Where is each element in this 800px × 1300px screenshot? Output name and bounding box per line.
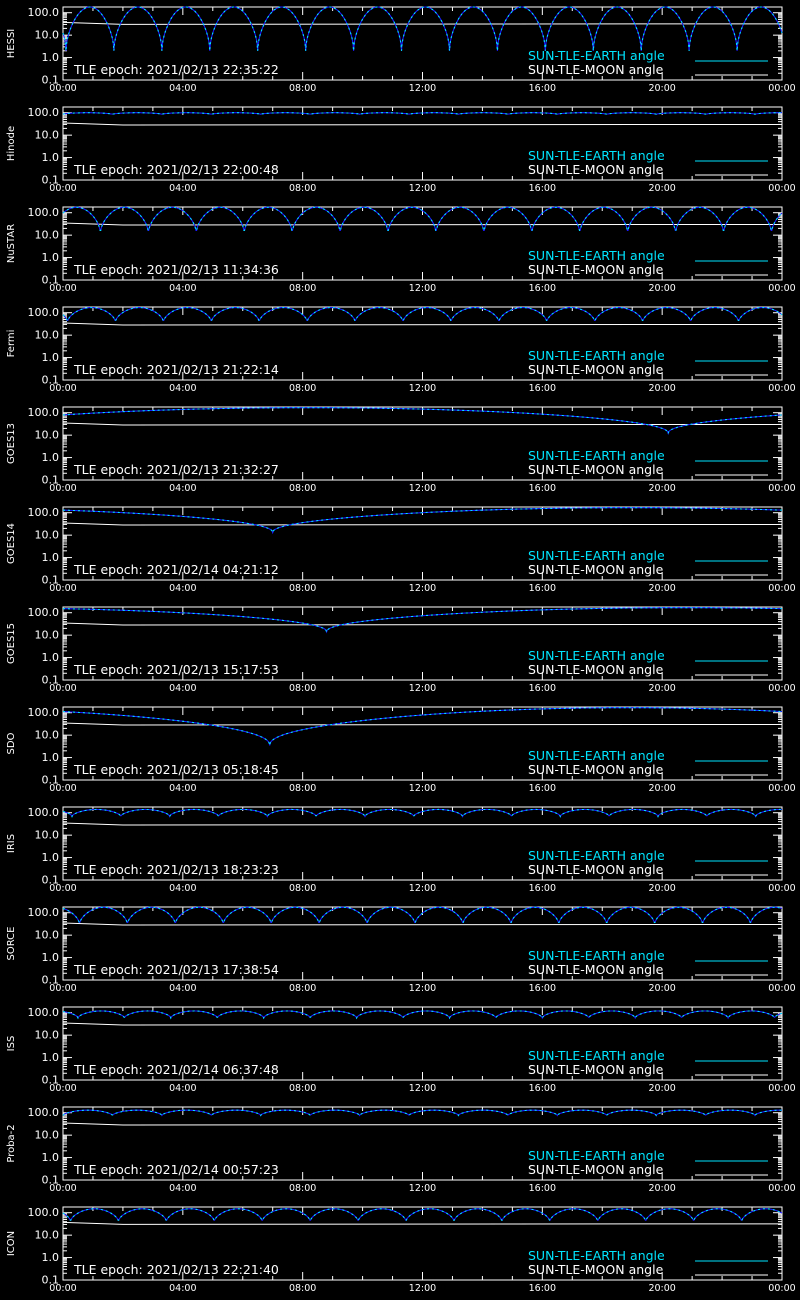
moon-angle-line bbox=[63, 1123, 782, 1125]
y-tick-label: 0.1 bbox=[41, 973, 59, 987]
legend-moon-label: SUN-TLE-MOON angle bbox=[528, 762, 664, 777]
legend-earth-label: SUN-TLE-EARTH angle bbox=[528, 248, 665, 263]
x-tick-label: 00:00 bbox=[768, 583, 796, 594]
tle-epoch: TLE epoch: 2021/02/13 22:21:40 bbox=[74, 1262, 279, 1277]
x-tick-label: 16:00 bbox=[528, 583, 557, 594]
legend-moon-label: SUN-TLE-MOON angle bbox=[528, 1062, 664, 1077]
panel-goes14 bbox=[0, 500, 800, 600]
x-tick-label: 16:00 bbox=[528, 483, 557, 494]
panel-fermi bbox=[0, 300, 800, 400]
x-tick-label: 12:00 bbox=[408, 283, 437, 294]
x-tick-label: 20:00 bbox=[648, 383, 676, 394]
y-tick-label: 100.0 bbox=[27, 1006, 59, 1020]
x-tick-label: 16:00 bbox=[528, 1283, 557, 1294]
satellite-name: NuSTAR bbox=[6, 223, 17, 264]
moon-angle-line bbox=[63, 123, 782, 125]
x-tick-label: 00:00 bbox=[768, 83, 796, 94]
tle-epoch: TLE epoch: 2021/02/13 21:32:27 bbox=[74, 462, 279, 477]
y-tick-label: 1.0 bbox=[41, 51, 59, 65]
x-tick-label: 16:00 bbox=[528, 683, 557, 694]
legend-moon-label: SUN-TLE-MOON angle bbox=[528, 1262, 664, 1277]
x-tick-label: 08:00 bbox=[288, 783, 317, 794]
tle-epoch: TLE epoch: 2021/02/13 05:18:45 bbox=[74, 762, 279, 777]
y-tick-label: 100.0 bbox=[27, 406, 59, 420]
x-tick-label: 00:00 bbox=[49, 983, 77, 994]
x-tick-label: 00:00 bbox=[768, 1183, 796, 1194]
x-tick-label: 00:00 bbox=[49, 1083, 77, 1094]
y-tick-label: 1.0 bbox=[41, 651, 59, 665]
x-tick-label: 20:00 bbox=[648, 1183, 676, 1194]
x-tick-label: 16:00 bbox=[528, 983, 557, 994]
y-tick-label: 100.0 bbox=[27, 306, 59, 320]
y-tick-label: 100.0 bbox=[27, 206, 59, 220]
x-tick-label: 00:00 bbox=[768, 1283, 796, 1294]
y-tick-label: 100.0 bbox=[27, 506, 59, 520]
x-tick-label: 00:00 bbox=[49, 483, 77, 494]
y-tick-label: 0.1 bbox=[41, 273, 59, 287]
legend-earth-label: SUN-TLE-EARTH angle bbox=[528, 148, 665, 163]
legend-earth-label: SUN-TLE-EARTH angle bbox=[528, 948, 665, 963]
y-tick-label: 10.0 bbox=[34, 328, 59, 342]
y-tick-label: 10.0 bbox=[34, 128, 59, 142]
legend-earth-label: SUN-TLE-EARTH angle bbox=[528, 48, 665, 63]
satellite-name: ICON bbox=[6, 1230, 17, 1257]
x-tick-label: 20:00 bbox=[648, 883, 676, 894]
x-tick-label: 12:00 bbox=[408, 1083, 437, 1094]
x-tick-label: 00:00 bbox=[49, 883, 77, 894]
x-tick-label: 08:00 bbox=[288, 383, 317, 394]
satellite-name: HESSI bbox=[6, 28, 17, 59]
tle-epoch: TLE epoch: 2021/02/13 11:34:36 bbox=[74, 262, 279, 277]
x-tick-label: 00:00 bbox=[49, 183, 77, 194]
legend-moon-label: SUN-TLE-MOON angle bbox=[528, 262, 664, 277]
satellite-name: Fermi bbox=[6, 329, 17, 358]
x-tick-label: 16:00 bbox=[528, 383, 557, 394]
satellite-name: Hinode bbox=[6, 125, 17, 162]
satellite-name: Proba-2 bbox=[6, 1124, 17, 1163]
x-tick-label: 16:00 bbox=[528, 883, 557, 894]
x-tick-label: 00:00 bbox=[768, 883, 796, 894]
satellite-name: GOES14 bbox=[6, 522, 17, 565]
x-tick-label: 20:00 bbox=[648, 583, 676, 594]
x-tick-label: 08:00 bbox=[288, 1083, 317, 1094]
legend-moon-label: SUN-TLE-MOON angle bbox=[528, 462, 664, 477]
y-tick-label: 10.0 bbox=[34, 1128, 59, 1142]
panel-sorce bbox=[0, 900, 800, 1000]
legend-moon-label: SUN-TLE-MOON angle bbox=[528, 662, 664, 677]
x-tick-label: 04:00 bbox=[169, 1083, 197, 1094]
y-tick-label: 100.0 bbox=[27, 106, 59, 120]
tle-epoch: TLE epoch: 2021/02/14 06:37:48 bbox=[74, 1062, 279, 1077]
x-tick-label: 12:00 bbox=[408, 983, 437, 994]
panel-hinode bbox=[0, 100, 800, 200]
x-tick-label: 08:00 bbox=[288, 983, 317, 994]
x-tick-label: 08:00 bbox=[288, 1183, 317, 1194]
panel-sdo bbox=[0, 700, 800, 800]
y-tick-label: 0.1 bbox=[41, 673, 59, 687]
x-tick-label: 16:00 bbox=[528, 183, 557, 194]
y-tick-label: 100.0 bbox=[27, 906, 59, 920]
satellite-name: IRIS bbox=[6, 833, 17, 854]
x-tick-label: 00:00 bbox=[49, 783, 77, 794]
y-tick-label: 0.1 bbox=[41, 73, 59, 87]
x-tick-label: 12:00 bbox=[408, 683, 437, 694]
x-tick-label: 04:00 bbox=[169, 183, 197, 194]
x-tick-label: 00:00 bbox=[768, 283, 796, 294]
x-tick-label: 20:00 bbox=[648, 1083, 676, 1094]
panel-goes13 bbox=[0, 400, 800, 500]
y-tick-label: 10.0 bbox=[34, 628, 59, 642]
x-tick-label: 08:00 bbox=[288, 183, 317, 194]
y-tick-label: 100.0 bbox=[27, 706, 59, 720]
y-tick-label: 10.0 bbox=[34, 28, 59, 42]
x-tick-label: 08:00 bbox=[288, 683, 317, 694]
x-tick-label: 04:00 bbox=[169, 483, 197, 494]
x-tick-label: 12:00 bbox=[408, 883, 437, 894]
tle-epoch: TLE epoch: 2021/02/14 04:21:12 bbox=[74, 562, 279, 577]
x-tick-label: 20:00 bbox=[648, 783, 676, 794]
panel-iss bbox=[0, 1000, 800, 1100]
tle-epoch: TLE epoch: 2021/02/13 17:38:54 bbox=[74, 962, 279, 977]
y-tick-label: 100.0 bbox=[27, 806, 59, 820]
legend-earth-label: SUN-TLE-EARTH angle bbox=[528, 1148, 665, 1163]
panel-goes15 bbox=[0, 600, 800, 700]
tle-epoch: TLE epoch: 2021/02/13 21:22:14 bbox=[74, 362, 279, 377]
x-tick-label: 16:00 bbox=[528, 1083, 557, 1094]
x-tick-label: 00:00 bbox=[49, 583, 77, 594]
legend-moon-label: SUN-TLE-MOON angle bbox=[528, 562, 664, 577]
legend-earth-label: SUN-TLE-EARTH angle bbox=[528, 648, 665, 663]
legend-earth-label: SUN-TLE-EARTH angle bbox=[528, 1248, 665, 1263]
y-tick-label: 1.0 bbox=[41, 1251, 59, 1265]
y-tick-label: 10.0 bbox=[34, 428, 59, 442]
y-tick-label: 100.0 bbox=[27, 6, 59, 20]
legend-moon-label: SUN-TLE-MOON angle bbox=[528, 862, 664, 877]
x-tick-label: 04:00 bbox=[169, 283, 197, 294]
moon-angle-line bbox=[63, 1222, 782, 1224]
y-tick-label: 0.1 bbox=[41, 773, 59, 787]
legend-moon-label: SUN-TLE-MOON angle bbox=[528, 962, 664, 977]
y-tick-label: 0.1 bbox=[41, 473, 59, 487]
x-tick-label: 12:00 bbox=[408, 783, 437, 794]
x-tick-label: 00:00 bbox=[49, 383, 77, 394]
x-tick-label: 00:00 bbox=[49, 283, 77, 294]
x-tick-label: 08:00 bbox=[288, 583, 317, 594]
panel-iris bbox=[0, 800, 800, 900]
y-tick-label: 100.0 bbox=[27, 606, 59, 620]
legend-moon-label: SUN-TLE-MOON angle bbox=[528, 362, 664, 377]
tle-epoch: TLE epoch: 2021/02/13 18:23:23 bbox=[74, 862, 279, 877]
moon-angle-line bbox=[63, 623, 782, 625]
x-tick-label: 20:00 bbox=[648, 683, 676, 694]
moon-angle-line bbox=[63, 1023, 782, 1025]
x-tick-label: 20:00 bbox=[648, 1283, 676, 1294]
tle-epoch: TLE epoch: 2021/02/13 15:17:53 bbox=[74, 662, 279, 677]
x-tick-label: 08:00 bbox=[288, 883, 317, 894]
legend-moon-label: SUN-TLE-MOON angle bbox=[528, 62, 664, 77]
x-tick-label: 04:00 bbox=[169, 1283, 197, 1294]
x-tick-label: 00:00 bbox=[768, 383, 796, 394]
x-tick-label: 16:00 bbox=[528, 1183, 557, 1194]
moon-angle-line bbox=[63, 523, 782, 525]
legend-earth-label: SUN-TLE-EARTH angle bbox=[528, 748, 665, 763]
panel-icon bbox=[0, 1200, 800, 1300]
x-tick-label: 00:00 bbox=[49, 1283, 77, 1294]
moon-angle-line bbox=[63, 323, 782, 325]
y-tick-label: 1.0 bbox=[41, 351, 59, 365]
x-tick-label: 20:00 bbox=[648, 183, 676, 194]
x-tick-label: 00:00 bbox=[768, 183, 796, 194]
y-tick-label: 0.1 bbox=[41, 1173, 59, 1187]
x-tick-label: 08:00 bbox=[288, 1283, 317, 1294]
satellite-name: GOES15 bbox=[6, 622, 17, 665]
y-tick-label: 1.0 bbox=[41, 551, 59, 565]
y-tick-label: 1.0 bbox=[41, 851, 59, 865]
x-tick-label: 12:00 bbox=[408, 1183, 437, 1194]
legend-earth-label: SUN-TLE-EARTH angle bbox=[528, 348, 665, 363]
y-tick-label: 1.0 bbox=[41, 151, 59, 165]
moon-angle-line bbox=[63, 423, 782, 425]
x-tick-label: 04:00 bbox=[169, 1183, 197, 1194]
y-tick-label: 1.0 bbox=[41, 751, 59, 765]
x-tick-label: 04:00 bbox=[169, 883, 197, 894]
y-tick-label: 1.0 bbox=[41, 951, 59, 965]
legend-earth-label: SUN-TLE-EARTH angle bbox=[528, 848, 665, 863]
x-tick-label: 12:00 bbox=[408, 1283, 437, 1294]
x-tick-label: 20:00 bbox=[648, 483, 676, 494]
x-tick-label: 00:00 bbox=[768, 1083, 796, 1094]
x-tick-label: 04:00 bbox=[169, 983, 197, 994]
x-tick-label: 12:00 bbox=[408, 383, 437, 394]
y-tick-label: 10.0 bbox=[34, 828, 59, 842]
x-tick-label: 12:00 bbox=[408, 83, 437, 94]
panel-proba-2 bbox=[0, 1100, 800, 1200]
x-tick-label: 04:00 bbox=[169, 83, 197, 94]
y-tick-label: 0.1 bbox=[41, 1073, 59, 1087]
y-tick-label: 1.0 bbox=[41, 1051, 59, 1065]
y-tick-label: 1.0 bbox=[41, 451, 59, 465]
satellite-name: SORCE bbox=[6, 926, 17, 961]
tle-epoch: TLE epoch: 2021/02/13 22:00:48 bbox=[74, 162, 279, 177]
x-tick-label: 00:00 bbox=[768, 683, 796, 694]
x-tick-label: 20:00 bbox=[648, 283, 676, 294]
x-tick-label: 00:00 bbox=[768, 483, 796, 494]
y-tick-label: 10.0 bbox=[34, 528, 59, 542]
y-tick-label: 10.0 bbox=[34, 728, 59, 742]
y-tick-label: 0.1 bbox=[41, 173, 59, 187]
y-tick-label: 10.0 bbox=[34, 1028, 59, 1042]
x-tick-label: 12:00 bbox=[408, 583, 437, 594]
y-tick-label: 0.1 bbox=[41, 573, 59, 587]
moon-angle-line bbox=[63, 723, 782, 725]
moon-angle-line bbox=[63, 823, 782, 825]
x-tick-label: 00:00 bbox=[49, 683, 77, 694]
x-tick-label: 08:00 bbox=[288, 283, 317, 294]
legend-earth-label: SUN-TLE-EARTH angle bbox=[528, 448, 665, 463]
x-tick-label: 04:00 bbox=[169, 583, 197, 594]
y-tick-label: 1.0 bbox=[41, 1151, 59, 1165]
y-tick-label: 10.0 bbox=[34, 928, 59, 942]
x-tick-label: 08:00 bbox=[288, 83, 317, 94]
panel-hessi bbox=[0, 0, 800, 100]
x-tick-label: 00:00 bbox=[49, 1183, 77, 1194]
legend-moon-label: SUN-TLE-MOON angle bbox=[528, 162, 664, 177]
moon-angle-line bbox=[63, 923, 782, 925]
x-tick-label: 00:00 bbox=[49, 83, 77, 94]
moon-angle-line bbox=[63, 22, 782, 24]
x-tick-label: 04:00 bbox=[169, 683, 197, 694]
x-tick-label: 00:00 bbox=[768, 983, 796, 994]
x-tick-label: 16:00 bbox=[528, 83, 557, 94]
x-tick-label: 04:00 bbox=[169, 783, 197, 794]
satellite-name: ISS bbox=[6, 1035, 17, 1052]
satellite-name: SDO bbox=[6, 732, 17, 755]
x-tick-label: 04:00 bbox=[169, 383, 197, 394]
x-tick-label: 00:00 bbox=[768, 783, 796, 794]
panel-nustar bbox=[0, 200, 800, 300]
x-tick-label: 20:00 bbox=[648, 83, 676, 94]
tle-epoch: TLE epoch: 2021/02/13 22:35:22 bbox=[74, 62, 279, 77]
y-tick-label: 100.0 bbox=[27, 1206, 59, 1220]
x-tick-label: 16:00 bbox=[528, 283, 557, 294]
x-tick-label: 20:00 bbox=[648, 983, 676, 994]
y-tick-label: 100.0 bbox=[27, 1106, 59, 1120]
x-tick-label: 12:00 bbox=[408, 483, 437, 494]
y-tick-label: 0.1 bbox=[41, 873, 59, 887]
legend-earth-label: SUN-TLE-EARTH angle bbox=[528, 1048, 665, 1063]
satellite-name: GOES13 bbox=[6, 422, 17, 465]
x-tick-label: 16:00 bbox=[528, 783, 557, 794]
legend-earth-label: SUN-TLE-EARTH angle bbox=[528, 548, 665, 563]
x-tick-label: 12:00 bbox=[408, 183, 437, 194]
y-tick-label: 10.0 bbox=[34, 1228, 59, 1242]
y-tick-label: 0.1 bbox=[41, 1273, 59, 1287]
y-tick-label: 0.1 bbox=[41, 373, 59, 387]
tle-epoch: TLE epoch: 2021/02/14 00:57:23 bbox=[74, 1162, 279, 1177]
legend-moon-label: SUN-TLE-MOON angle bbox=[528, 1162, 664, 1177]
y-tick-label: 1.0 bbox=[41, 251, 59, 265]
x-tick-label: 08:00 bbox=[288, 483, 317, 494]
y-tick-label: 10.0 bbox=[34, 228, 59, 242]
